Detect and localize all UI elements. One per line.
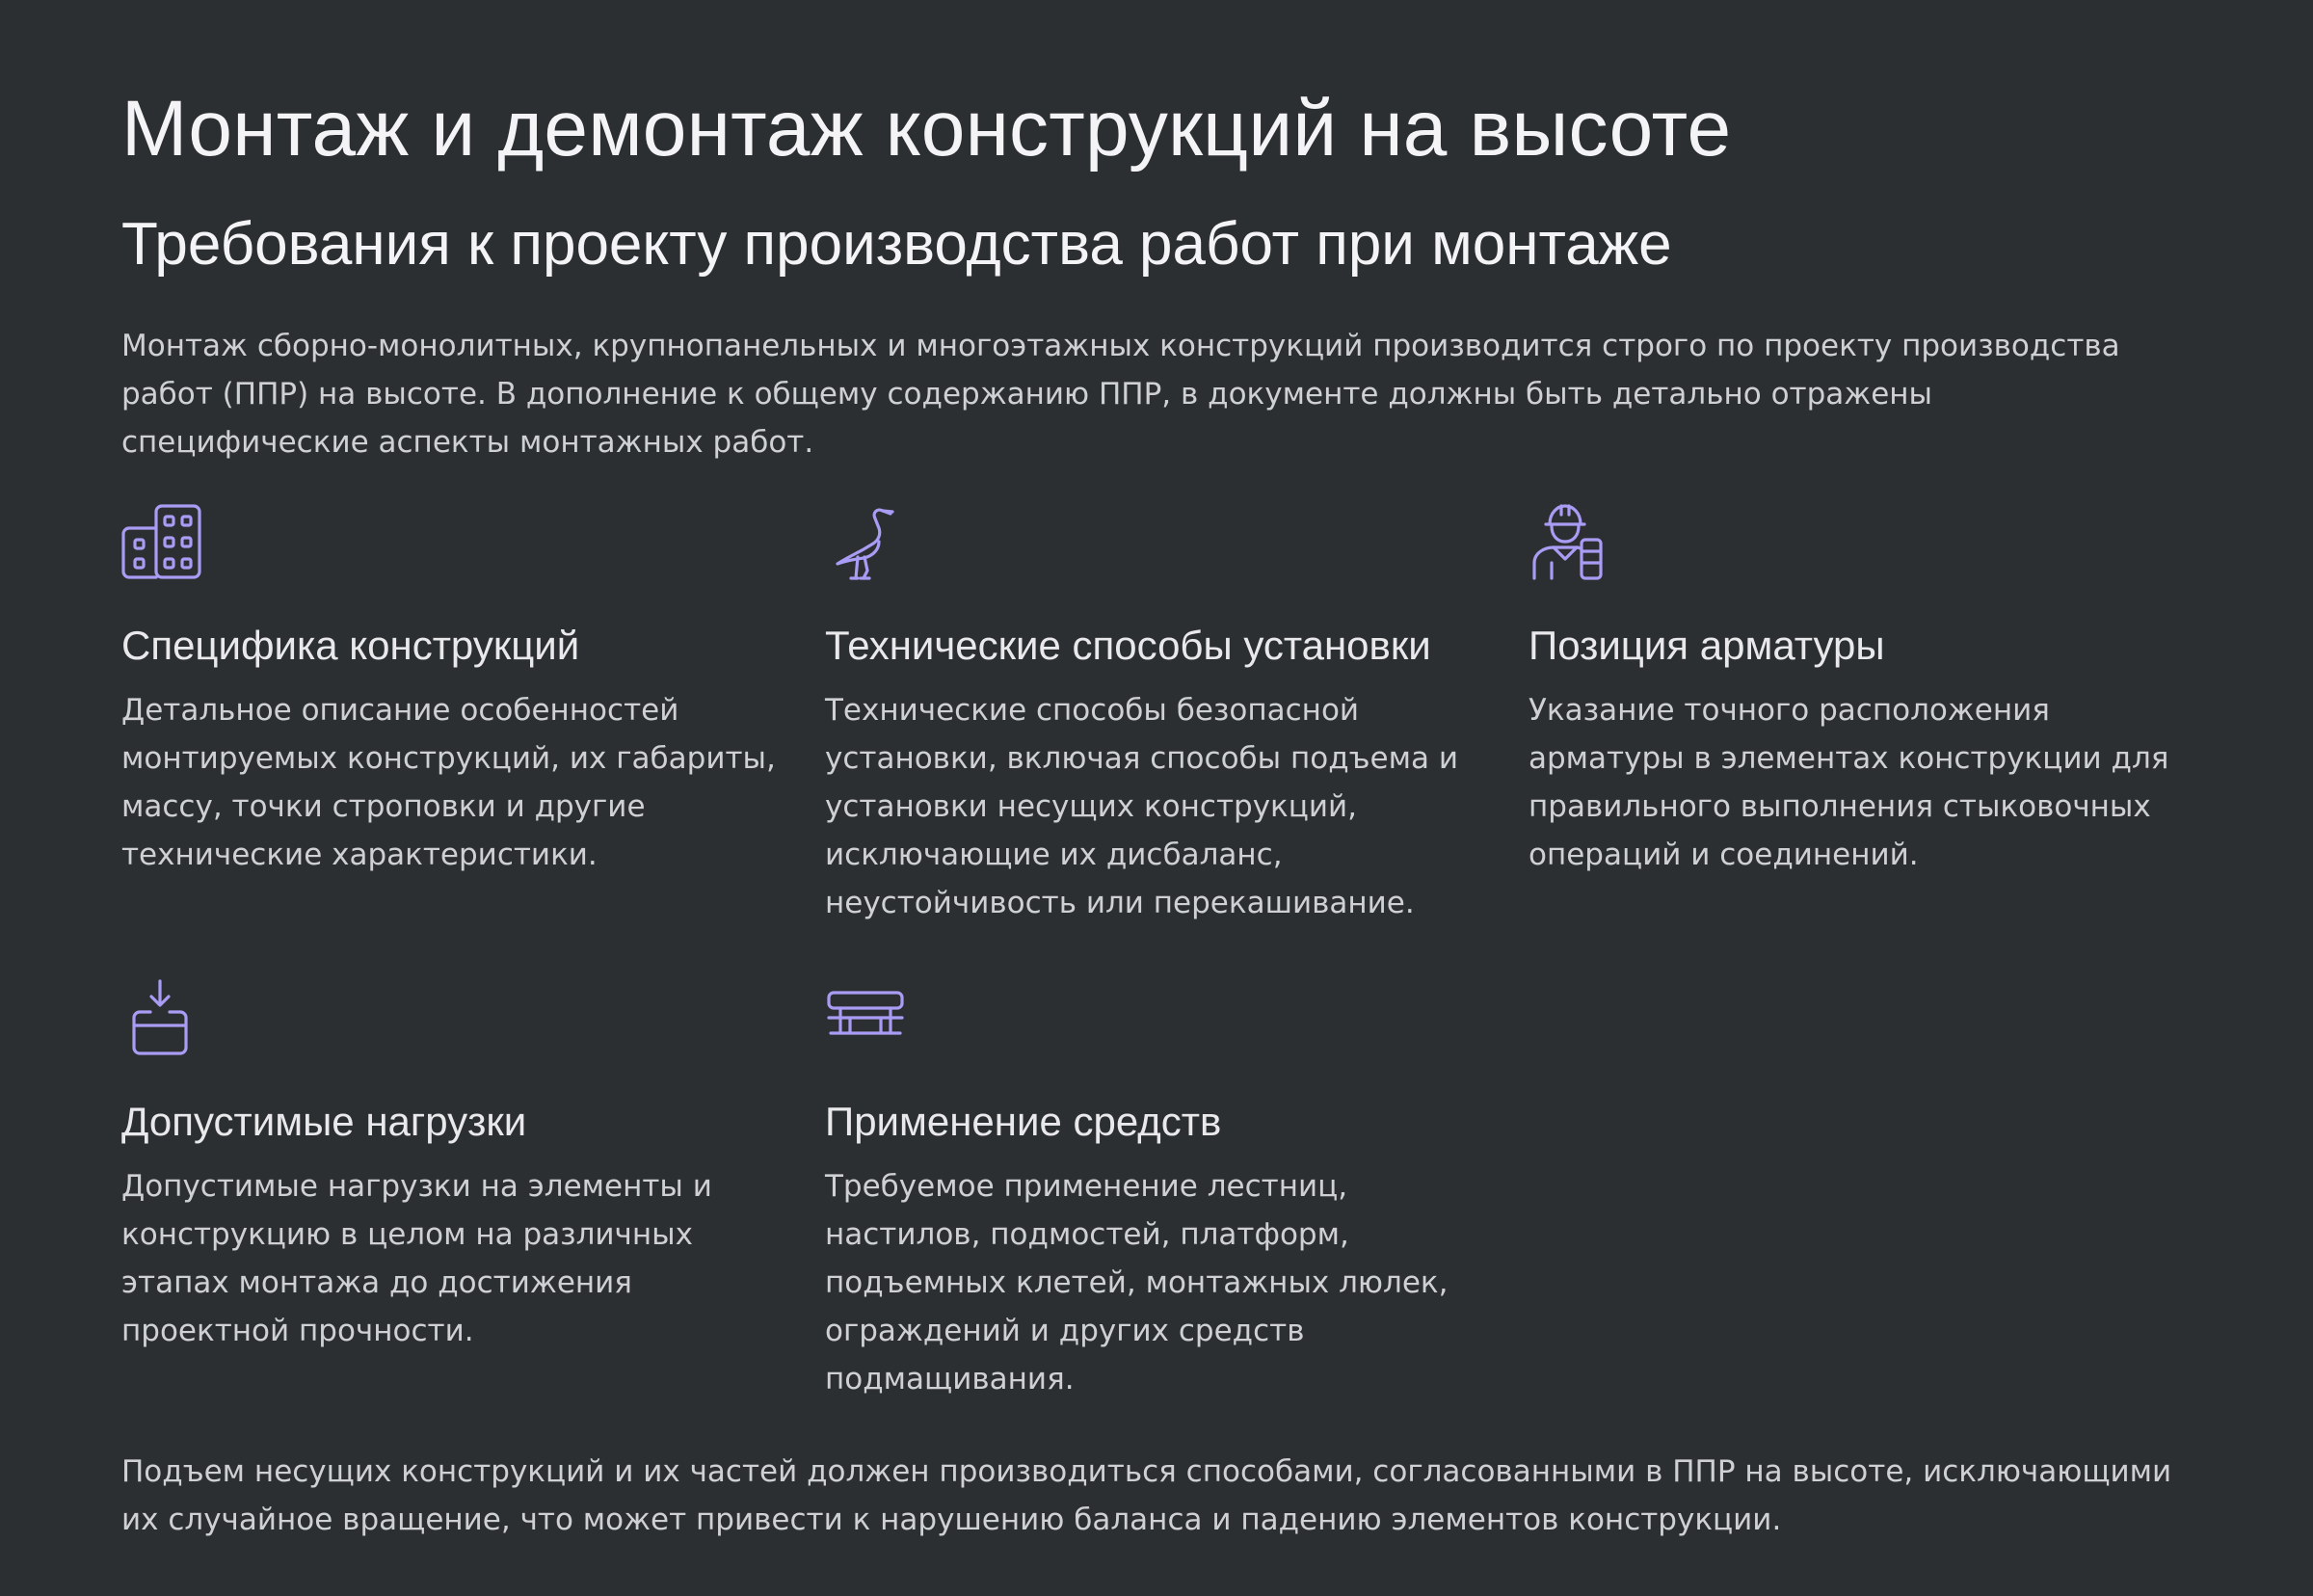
scaffold-platform-icon: [825, 979, 906, 1056]
feature-text: Требуемое применение лестниц, настилов, подмостей, платформ, подъемных клетей, монтажных люлек, ограждений и других средств подмащивания.: [825, 1169, 1449, 1396]
feature-card: [121, 979, 786, 1403]
section-heading: Требования к проекту производства работ при монтаже: [121, 211, 1672, 278]
buildings-icon: [121, 503, 202, 580]
feature-text: Допустимые нагрузки на элементы и конструкцию в целом на различных этапах монтажа до достижения проектной прочности.: [121, 1169, 712, 1348]
feature-title: Технические способы установки: [825, 623, 1431, 668]
page-title: Монтаж и демонтаж конструкций на высоте: [121, 85, 1732, 173]
feature-title: Специфика конструкций: [121, 623, 580, 668]
feature-title: Позиция арматуры: [1529, 623, 1885, 668]
feature-card: [825, 979, 1490, 1403]
box-arrow-down-icon: [121, 979, 202, 1056]
worker-icon: [1529, 503, 1609, 580]
feature-card: [121, 503, 786, 927]
closing-paragraph: Подъем несущих конструкций и их частей должен производиться способами, согласованными в ППР на высоте, исключающими их случайное вращение, что может привести к нарушению баланса и падению элементов конструкции.: [121, 1454, 2172, 1537]
feature-grid: [121, 503, 2203, 1403]
feature-title: Применение средств: [825, 1099, 1222, 1144]
feature-text: Технические способы безопасной установки, включая способы подъема и установки несущих конструкций, исключающие их дисбаланс, неустойчивость или перекашивание.: [825, 693, 1459, 920]
feature-text: Указание точного расположения арматуры в элементах конструкции для правильного выполнения стыковочных операций и соединений.: [1529, 693, 2169, 872]
feature-card: [1529, 503, 2193, 927]
feature-text: Детальное описание особенностей монтируемых конструкций, их габариты, массу, точки строповки и другие технические характеристики.: [121, 693, 776, 872]
crane-bird-icon: [825, 503, 906, 580]
feature-card: [825, 503, 1490, 927]
intro-paragraph: Монтаж сборно-монолитных, крупнопанельных и многоэтажных конструкций производится строго по проекту производства работ (ППР) на высоте. В дополнение к общему содержанию ППР, в документе должны быть детально отражены специфические аспекты монтажных работ.: [121, 329, 2120, 460]
content: [121, 81, 2203, 1544]
feature-title: Допустимые нагрузки: [121, 1099, 527, 1144]
